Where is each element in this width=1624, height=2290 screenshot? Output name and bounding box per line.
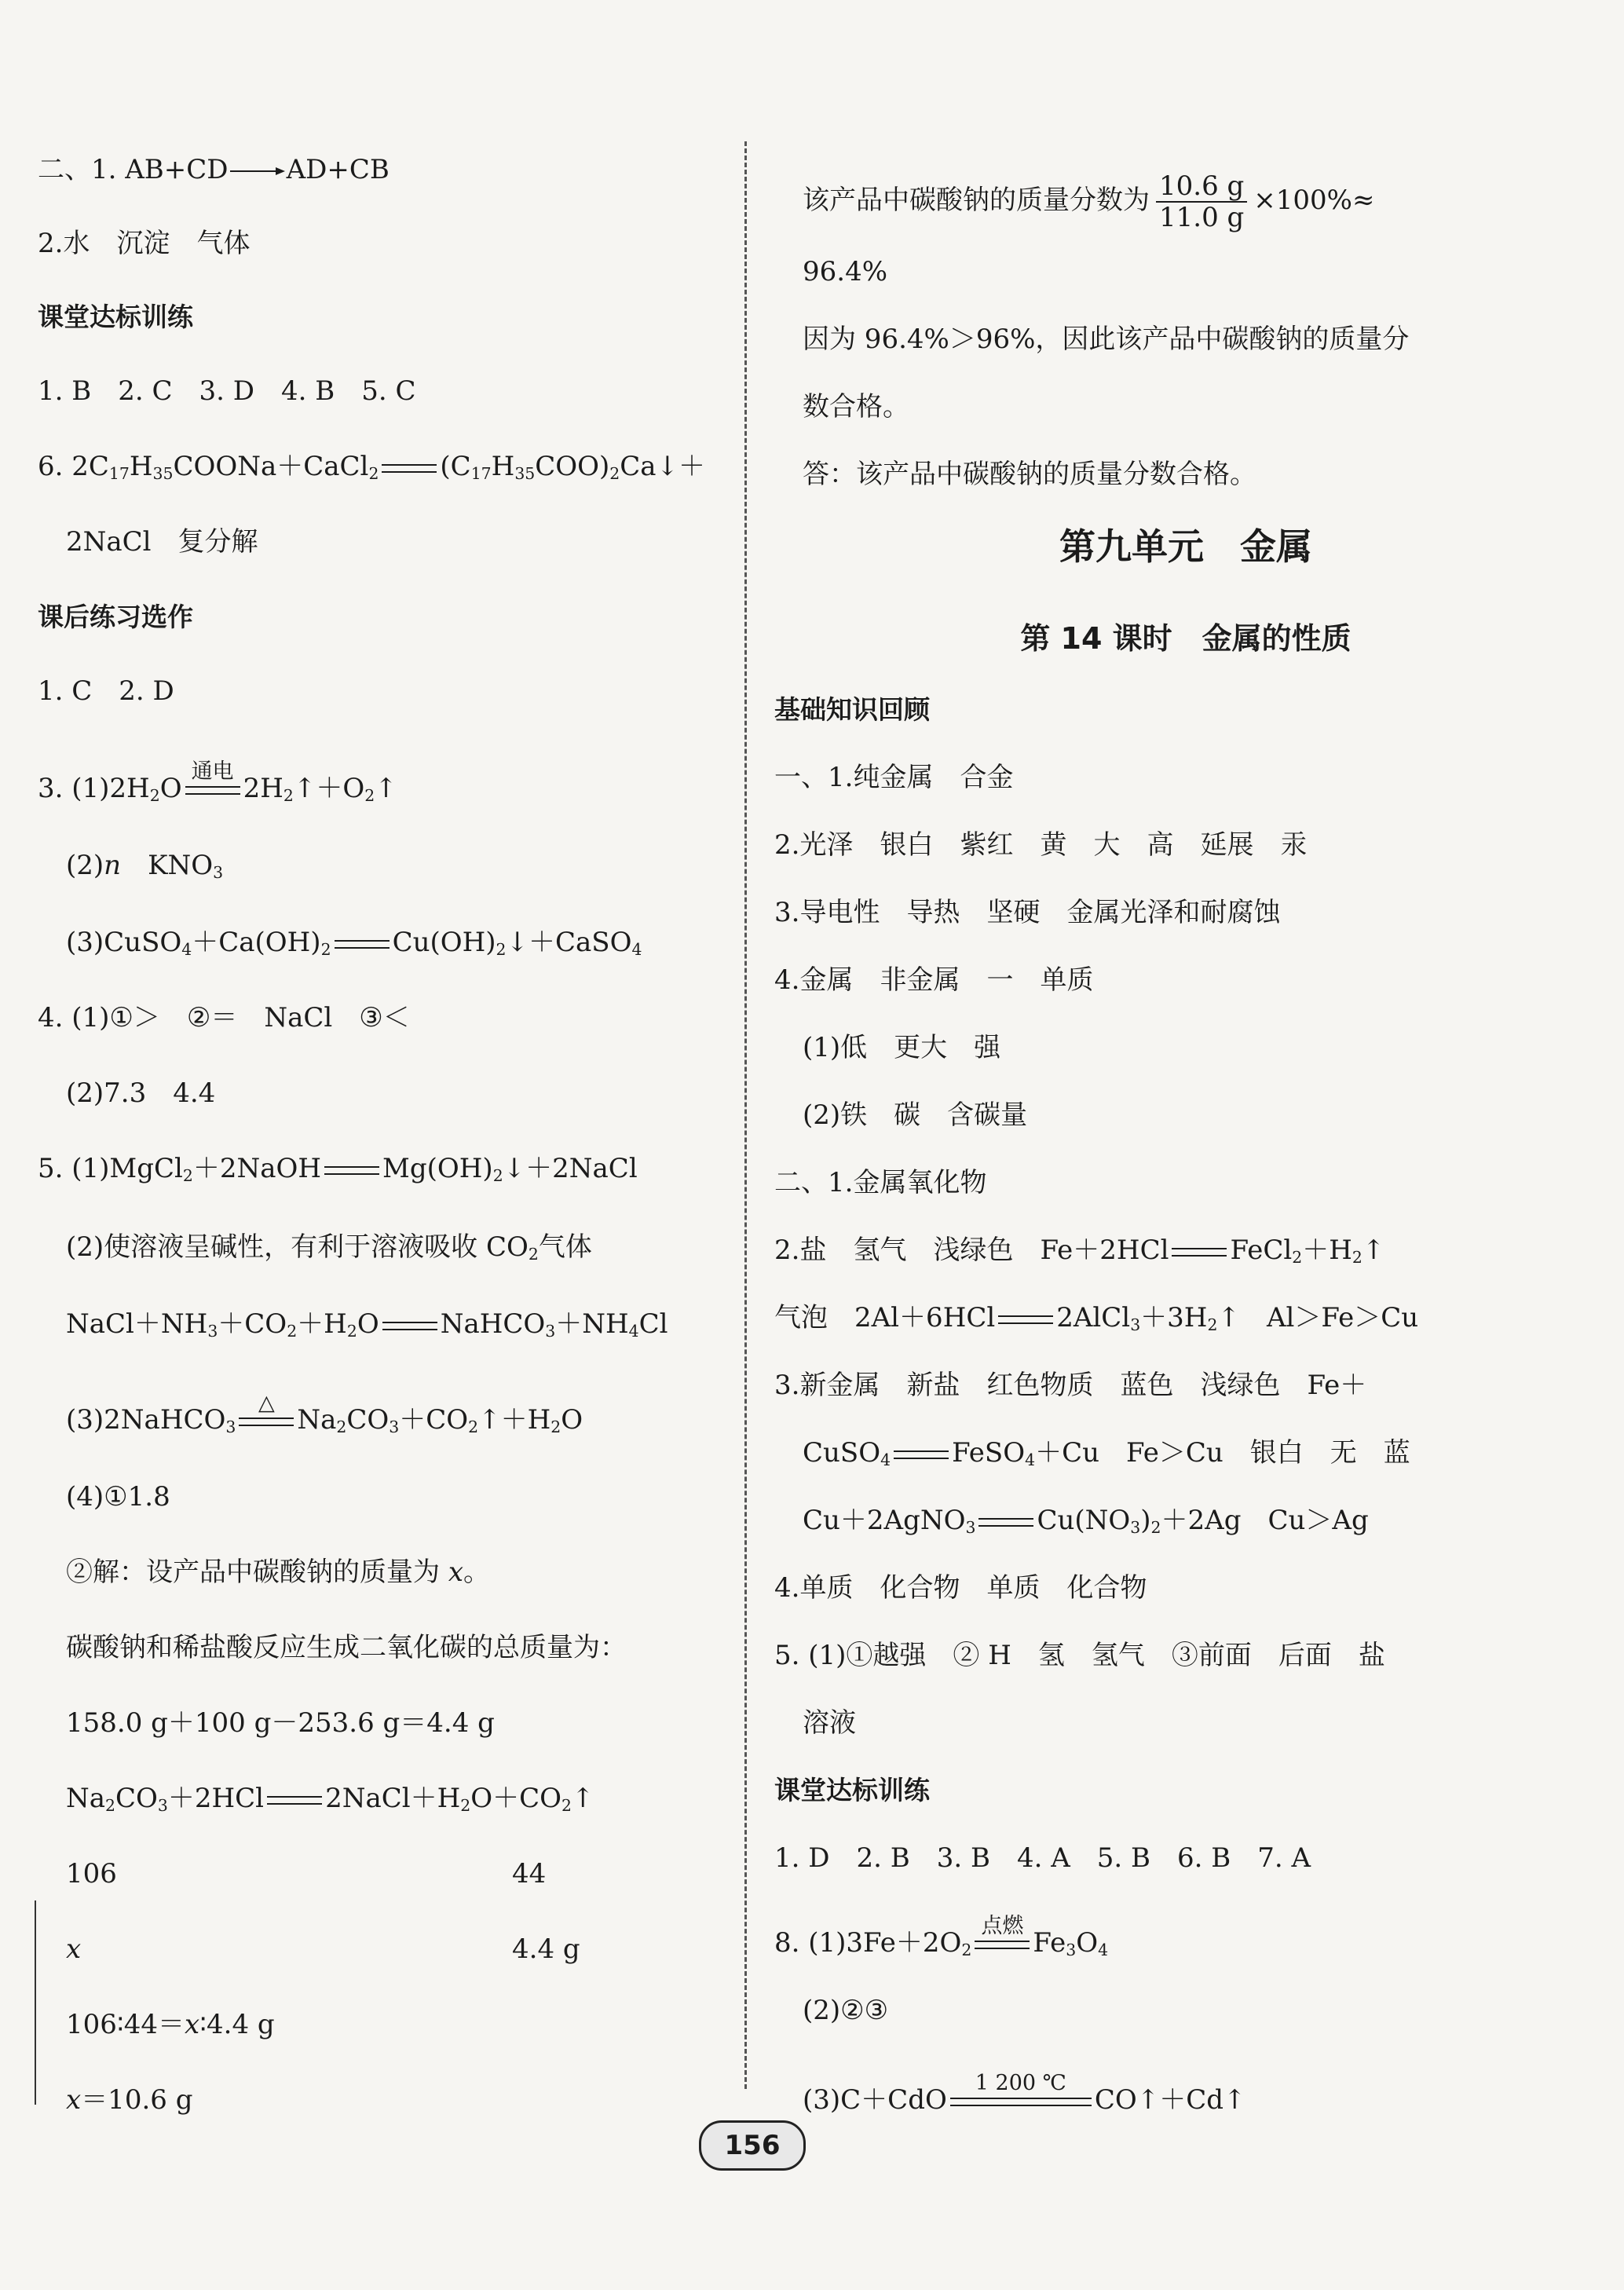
answer-line: 1. C 2. D xyxy=(38,675,174,707)
page-number: 156 xyxy=(699,2120,806,2171)
equation-line: 2.盐 氢气 浅绿色 Fe＋2HCl $FeCl_2+H_2↑$ xyxy=(774,1235,1385,1268)
answer-line: 4.4 g xyxy=(512,1933,580,1965)
answer-line: (2)铁 碳 含碳量 xyxy=(803,1099,1028,1131)
equation-line: 8. $(1)3Fe+2O_2$ 点燃 $Fe_3O_4$ xyxy=(774,1913,1109,1960)
equation-line: $NaCl+NH_3+CO_2+H_2O$ $NaHCO_3+NH_4Cl$ xyxy=(66,1308,668,1341)
equals-sign xyxy=(382,464,437,473)
equation-line: 3. $(1)2H_2O$ 通电 $2H_2↑+O_2↑$ xyxy=(38,759,397,806)
answer-line: 碳酸钠和稀盐酸反应生成二氧化碳的总质量为： xyxy=(66,1632,627,1663)
section-heading: 课堂达标训练 xyxy=(38,302,193,332)
answer-line: (2)n $KNO_3$ xyxy=(66,850,224,883)
equation-line: 5. (1)MgCl$_2$＋2NaOH $Mg(OH)_2↓+2NaCl$ xyxy=(38,1153,638,1186)
answer-line: 4. (1)①＞ ②＝ NaCl ③＜ xyxy=(38,1002,410,1033)
answer-line: 5. (1)①越强 ② H 氢 氢气 ③前面 后面 盐 xyxy=(774,1640,1385,1671)
answer-line: 106∶44＝x∶4.4 g xyxy=(66,2009,275,2040)
answer-line: (4)①1.8 xyxy=(66,1481,170,1513)
reaction-condition: 点燃 xyxy=(975,1941,1030,1949)
equals-sign xyxy=(335,940,390,949)
answer-line: 答：该产品中碳酸钠的质量分数合格。 xyxy=(803,459,1256,490)
answer-line: 3.导电性 导热 坚硬 金属光泽和耐腐蚀 xyxy=(774,897,1281,928)
answer-line: 1. D 2. B 3. B 4. A 5. B 6. B 7. A xyxy=(774,1842,1311,1874)
equation-line: $(3)CuSO_4+Ca(OH)_2$ $Cu(OH)_2↓+CaSO_4$ xyxy=(66,927,642,960)
equals-sign xyxy=(267,1796,322,1805)
answer-line: 1. B 2. C 3. D 4. B 5. C xyxy=(38,375,416,407)
arrow-icon xyxy=(230,167,285,175)
equals-sign xyxy=(894,1450,949,1459)
answer-line: 数合格。 xyxy=(803,391,909,423)
equation-line: $Na_2CO_3+2HCl$ $2NaCl+H_2O+CO_2↑$ xyxy=(66,1783,594,1816)
answer-line: (1)低 更大 强 xyxy=(803,1032,1001,1063)
answer-line: 3.新金属 新盐 红色物质 蓝色 浅绿色 Fe＋ xyxy=(774,1370,1367,1401)
answer-line: 二、1.金属氧化物 xyxy=(774,1167,987,1198)
answer-line: 106 xyxy=(66,1858,117,1889)
equals-sign xyxy=(382,1322,437,1330)
answer-line: (2)②③ xyxy=(803,1995,889,2026)
answer-line: ②解：设产品中碳酸钠的质量为 x。 xyxy=(66,1557,490,1588)
equals-sign xyxy=(998,1315,1053,1324)
fraction: $\frac{10.6 g}{11.0 g}$ xyxy=(1156,171,1247,232)
equation-line: (3)C＋CdO 1 200 ℃ CO↑＋Cd↑ xyxy=(803,2070,1246,2116)
section-heading: 课堂达标训练 xyxy=(774,1775,930,1805)
section-heading: 课后练习选作 xyxy=(38,602,193,632)
equation-line: 气泡 2Al＋6HCl $2AlCl_3+3H_2↑$ Al＞Fe＞Cu xyxy=(774,1302,1419,1335)
answer-line: (2)使溶液呈碱性，有利于溶液吸收 $CO_2$气体 xyxy=(66,1231,592,1264)
column-divider xyxy=(744,141,747,2089)
answer-line: 该产品中碳酸钠的质量分数为 $\frac{10.6 g}{11.0 g}$ ×100%≈ xyxy=(803,170,1375,233)
answer-line: 4.金属 非金属 一 单质 xyxy=(774,964,1094,996)
answer-line: x＝10.6 g xyxy=(66,2084,193,2116)
unit-title: 第九单元 金属 xyxy=(1059,525,1312,568)
reaction-condition: 通电 xyxy=(185,786,240,795)
equals-sign xyxy=(1172,1248,1227,1257)
answer-line: 4.单质 化合物 单质 化合物 xyxy=(774,1572,1147,1604)
answer-line: 96.4% xyxy=(803,256,888,287)
answer-line: 因为 96.4%＞96%，因此该产品中碳酸钠的质量分 xyxy=(803,324,1410,355)
answer-line: 2.水 沉淀 气体 xyxy=(38,228,251,259)
reaction-condition: 1 200 ℃ xyxy=(950,2098,1092,2106)
answer-line: 一、1.纯金属 合金 xyxy=(774,762,1014,793)
answer-line: 2NaCl 复分解 xyxy=(66,526,258,558)
margin-rule xyxy=(35,1900,36,2105)
equation-line: Cu＋2AgNO$_3$ $Cu(NO_3)_2+2Ag$ Cu＞Ag xyxy=(803,1505,1369,1538)
answer-line: (2)7.3 4.4 xyxy=(66,1077,216,1109)
equation-line: CuSO$_4$ FeSO$_4$＋Cu Fe＞Cu 银白 无 蓝 xyxy=(803,1437,1410,1470)
answer-line: 2.光泽 银白 紫红 黄 大 高 延展 汞 xyxy=(774,829,1308,861)
answer-line: 溶液 xyxy=(803,1707,856,1739)
lesson-title: 第 14 课时 金属的性质 xyxy=(1020,621,1352,656)
answer-line: 二、1. AB+CD AD+CB xyxy=(38,154,390,185)
equation-line: (3)2NaHCO$_3$ △ $Na_2CO_3+CO_2↑+H_2O$ xyxy=(66,1390,583,1437)
answer-line: 44 xyxy=(512,1858,547,1889)
section-heading: 基础知识回顾 xyxy=(774,694,930,725)
equation-line: 6. $2C_{17}H_{35}COONa+CaCl_2$ $(C_{17}H_{35}COO)_2Ca↓+$ xyxy=(38,451,706,484)
answer-line: x xyxy=(66,1933,82,1965)
equals-sign xyxy=(978,1518,1033,1527)
equals-sign xyxy=(324,1166,379,1175)
reaction-condition: △ xyxy=(239,1418,294,1426)
answer-line: 158.0 g＋100 g－253.6 g＝4.4 g xyxy=(66,1707,495,1739)
